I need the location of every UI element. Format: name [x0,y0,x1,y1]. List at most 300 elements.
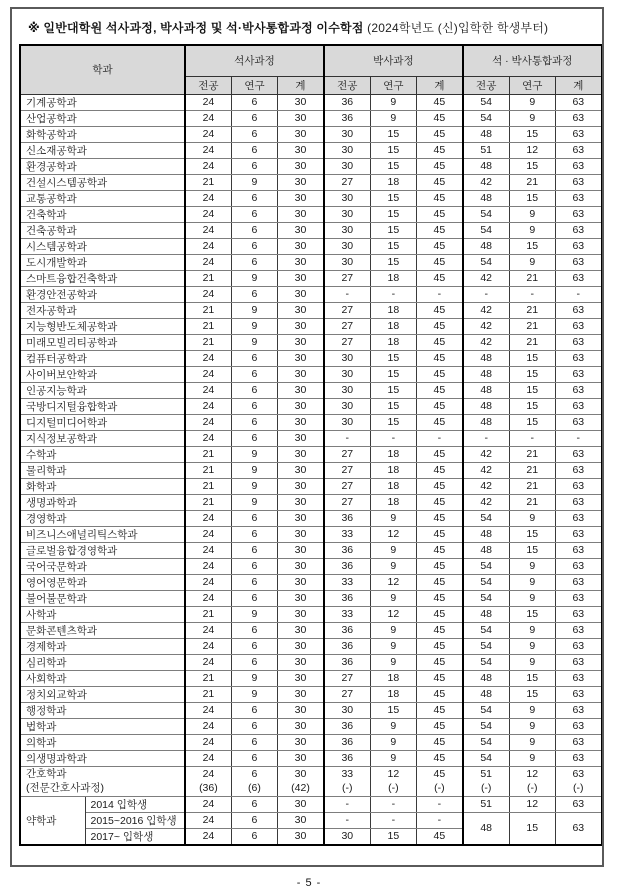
value-cell: 30 [278,812,324,828]
table-row [20,174,602,190]
value-cell: 63 [555,622,601,638]
dept-cell: 디지털미디어학과 [20,414,185,430]
value-cell: 45 [417,94,463,110]
page-number: - 5 - [296,877,322,889]
value-cell: 24 [185,654,231,670]
value-cell: 18 [370,670,416,686]
value-cell: 9 [370,750,416,766]
value-cell: 30 [324,382,370,398]
value-line1: 33 [341,768,354,780]
value-cell: 30 [278,510,324,526]
table-row [20,638,602,654]
value-cell: 63 [555,142,601,158]
value-cell: 45 [417,574,463,590]
value-cell: 42 [463,446,509,462]
value-cell: 15 [509,670,555,686]
value-cell [555,766,601,796]
value-cell: 6 [231,382,277,398]
value-cell: 9 [370,558,416,574]
value-cell: 63 [555,542,601,558]
value-line2: (-) [388,782,399,794]
value-cell: 18 [370,334,416,350]
value-cell: 21 [185,446,231,462]
value-cell: 18 [370,494,416,510]
value-cell: 63 [555,158,601,174]
value-cell: 15 [370,702,416,718]
value-cell: 24 [185,558,231,574]
dept-cell: 시스템공학과 [20,238,185,254]
value-cell: 36 [324,558,370,574]
subheader-cell: 계 [417,76,463,94]
value-cell: 63 [555,126,601,142]
value-cell [417,766,463,796]
value-cell: 15 [370,366,416,382]
value-cell: 27 [324,478,370,494]
value-cell: 6 [231,366,277,382]
table-row [20,158,602,174]
value-cell: 30 [278,590,324,606]
value-cell: 21 [185,606,231,622]
value-cell: 15 [370,828,416,845]
value-cell: 30 [324,350,370,366]
value-line1: 63 [572,768,585,780]
value-cell: 6 [231,812,277,828]
value-line1: 12 [526,768,539,780]
value-cell: 24 [185,158,231,174]
value-cell: 63 [555,590,601,606]
value-cell: 45 [417,734,463,750]
value-cell: 15 [509,542,555,558]
value-cell: 21 [509,334,555,350]
dept-cell: 건축학과 [20,206,185,222]
value-cell: 63 [555,350,601,366]
value-line2: (42) [291,782,310,794]
dept-cell: 물리학과 [20,462,185,478]
value-cell: 63 [555,686,601,702]
value-line2: (-) [342,782,353,794]
value-cell: 45 [417,142,463,158]
value-cell: 30 [278,558,324,574]
value-cell: 24 [185,718,231,734]
value-cell: - [555,286,601,302]
value-cell: 30 [278,654,324,670]
value-cell: 24 [185,574,231,590]
dept-cell: 인공지능학과 [20,382,185,398]
value-cell: 9 [509,110,555,126]
value-cell: 48 [463,526,509,542]
value-cell: 54 [463,750,509,766]
value-cell [370,766,416,796]
group-header-masters: 석사과정 [185,45,324,76]
value-cell: 12 [370,606,416,622]
value-cell: 54 [463,702,509,718]
dept-cell: 지능형반도체공학과 [20,318,185,334]
value-cell: 30 [278,638,324,654]
value-cell: 24 [185,812,231,828]
value-cell: 6 [231,734,277,750]
dept-cell: 컴퓨터공학과 [20,350,185,366]
value-cell: 6 [231,558,277,574]
value-cell: 45 [417,494,463,510]
value-cell: 6 [231,654,277,670]
value-cell: 30 [278,222,324,238]
table-row [20,414,602,430]
value-cell: 30 [278,670,324,686]
subheader-cell: 연구 [231,76,277,94]
value-cell: 9 [231,494,277,510]
value-cell: 27 [324,686,370,702]
value-cell: 9 [231,446,277,462]
value-line1: 51 [480,768,493,780]
value-cell: 63 [555,254,601,270]
value-cell: 30 [278,414,324,430]
value-cell: 24 [185,750,231,766]
value-cell [324,766,370,796]
dept-cell: 스마트융합건축학과 [20,270,185,286]
value-cell: 45 [417,526,463,542]
value-cell: 63 [555,702,601,718]
value-line2: (-) [573,782,584,794]
table-row [20,94,602,110]
value-cell: 63 [555,366,601,382]
dept-cell: 약학과 [20,796,85,845]
value-cell: 24 [185,526,231,542]
value-cell: 54 [463,558,509,574]
value-cell: 30 [324,828,370,845]
table-row [20,254,602,270]
value-cell: 6 [231,796,277,812]
value-cell: 9 [370,638,416,654]
dept-cell: 심리학과 [20,654,185,670]
value-cell: 36 [324,654,370,670]
value-cell: 6 [231,222,277,238]
table-row [20,318,602,334]
value-line1: 12 [387,768,400,780]
value-cell: 63 [555,94,601,110]
dept-cell: 경영학과 [20,510,185,526]
value-cell: 63 [555,734,601,750]
value-line2: (-) [480,782,492,794]
value-cell: 27 [324,318,370,334]
group-header-doctoral: 박사과정 [324,45,463,76]
value-line2: (-) [434,782,445,794]
value-cell: 18 [370,270,416,286]
value-cell: - [463,286,509,302]
value-cell: 24 [185,510,231,526]
value-cell: 6 [231,750,277,766]
value-cell: 45 [417,686,463,702]
value-cell: - [370,796,416,812]
value-cell: 9 [231,462,277,478]
page-frame [10,7,604,867]
value-cell: 6 [231,398,277,414]
value-cell: 54 [463,622,509,638]
dept-cell: 경제학과 [20,638,185,654]
value-cell: 45 [417,270,463,286]
value-cell: 30 [278,286,324,302]
value-cell: 18 [370,462,416,478]
value-cell: 6 [231,622,277,638]
value-cell: 30 [324,702,370,718]
value-cell: 45 [417,622,463,638]
value-cell: 6 [231,828,277,845]
value-cell: 18 [370,318,416,334]
value-cell: 42 [463,334,509,350]
value-cell-merged: 48 [463,812,509,845]
table-row [20,430,602,446]
value-cell: 21 [185,670,231,686]
table-row [20,382,602,398]
table-row [20,606,602,622]
value-cell: 9 [509,222,555,238]
value-cell: 24 [185,254,231,270]
dept-cell: 국어국문학과 [20,558,185,574]
value-cell: 9 [370,542,416,558]
value-cell: 30 [324,206,370,222]
value-cell: 9 [231,686,277,702]
value-cell: 6 [231,350,277,366]
dept-cell: 환경공학과 [20,158,185,174]
subheader-cell: 연구 [370,76,416,94]
value-cell: 45 [417,110,463,126]
value-cell: 9 [370,590,416,606]
value-cell: 48 [463,382,509,398]
value-cell: - [417,286,463,302]
value-cell: 24 [185,430,231,446]
value-cell: 15 [370,238,416,254]
value-cell: 30 [324,158,370,174]
value-cell: 24 [185,350,231,366]
value-cell: 63 [555,478,601,494]
value-cell: 9 [370,622,416,638]
dept-cell: 도시개발학과 [20,254,185,270]
value-cell: 9 [231,174,277,190]
table-row [20,366,602,382]
value-cell: - [324,430,370,446]
value-cell: 45 [417,238,463,254]
dept-line1: 간호학과 [26,768,67,780]
value-cell: 54 [463,222,509,238]
value-cell: 45 [417,606,463,622]
value-line2: (6) [248,782,261,794]
value-cell: - [324,286,370,302]
value-cell: 36 [324,750,370,766]
value-cell: 15 [509,350,555,366]
table-row [20,446,602,462]
value-cell: 54 [463,638,509,654]
table-row [20,206,602,222]
value-cell: 21 [509,318,555,334]
group-header-row [20,45,602,76]
value-cell: 21 [509,446,555,462]
value-cell: 48 [463,686,509,702]
value-cell: 63 [555,446,601,462]
dept-cell: 교통공학과 [20,190,185,206]
value-cell: 24 [185,222,231,238]
value-cell: 30 [324,190,370,206]
value-cell: 30 [278,718,324,734]
value-cell: 21 [509,174,555,190]
value-cell: 63 [555,462,601,478]
value-cell: 24 [185,382,231,398]
value-cell: 27 [324,174,370,190]
value-cell: 18 [370,446,416,462]
value-cell: 63 [555,574,601,590]
value-cell: 27 [324,446,370,462]
cohort-cell: 2015~2016 입학생 [85,812,185,828]
table-row [20,510,602,526]
value-cell: 48 [463,414,509,430]
value-cell: 45 [417,638,463,654]
value-cell: 48 [463,606,509,622]
table-row [20,590,602,606]
table-header [20,45,602,94]
value-cell: 9 [509,94,555,110]
value-cell: 30 [278,702,324,718]
value-cell: - [463,430,509,446]
subheader-cell: 계 [278,76,324,94]
value-cell: 30 [278,446,324,462]
value-cell: 36 [324,110,370,126]
value-cell: 9 [231,334,277,350]
value-cell: 30 [278,254,324,270]
value-line2: (36) [199,782,218,794]
value-cell: 9 [231,302,277,318]
value-cell: 9 [509,622,555,638]
value-cell: 15 [509,158,555,174]
value-cell: - [324,796,370,812]
value-cell: 48 [463,398,509,414]
value-cell: 9 [509,734,555,750]
value-cell: 63 [555,638,601,654]
value-cell: 9 [509,718,555,734]
value-cell: 6 [231,414,277,430]
table-row [20,302,602,318]
value-cell: - [555,430,601,446]
value-cell: 15 [370,414,416,430]
value-cell: 6 [231,238,277,254]
value-cell: 24 [185,110,231,126]
value-cell: 42 [463,494,509,510]
value-cell: 15 [509,398,555,414]
value-cell: 45 [417,446,463,462]
value-cell: 15 [370,190,416,206]
value-cell: 30 [278,574,324,590]
value-cell [185,766,231,796]
value-cell: 30 [278,526,324,542]
dept-cell: 전자공학과 [20,302,185,318]
value-cell: 30 [324,366,370,382]
value-cell: 6 [231,430,277,446]
value-cell: 48 [463,126,509,142]
table-row-pharmacy [20,796,602,812]
value-cell: 30 [278,110,324,126]
value-cell: 30 [278,462,324,478]
value-cell: 30 [278,366,324,382]
value-cell: 6 [231,510,277,526]
value-cell: 15 [370,254,416,270]
table-row [20,350,602,366]
value-cell: 27 [324,302,370,318]
value-line2: (-) [526,782,538,794]
value-cell: 21 [185,174,231,190]
value-cell: 24 [185,542,231,558]
value-cell: 63 [555,670,601,686]
value-cell: 45 [417,158,463,174]
value-cell: 54 [463,654,509,670]
value-cell: 24 [185,622,231,638]
value-cell: 36 [324,638,370,654]
value-cell: 45 [417,334,463,350]
value-cell: 63 [555,382,601,398]
value-cell: 9 [509,558,555,574]
dept-cell: 생명과학과 [20,494,185,510]
value-cell: 30 [278,430,324,446]
subheader-cell: 전공 [185,76,231,94]
value-cell: 15 [509,366,555,382]
table-row [20,222,602,238]
value-cell: 30 [278,796,324,812]
value-cell: 24 [185,206,231,222]
value-cell: 63 [555,718,601,734]
dept-cell: 화학과 [20,478,185,494]
value-cell: 15 [509,238,555,254]
dept-cell: 화학공학과 [20,126,185,142]
value-cell: 36 [324,94,370,110]
table-row [20,718,602,734]
value-cell: 9 [231,478,277,494]
value-cell: 54 [463,718,509,734]
table-row [20,654,602,670]
value-cell: 30 [278,382,324,398]
value-cell: 9 [509,206,555,222]
value-cell: 45 [417,654,463,670]
group-header-combined: 석 · 박사통합과정 [463,45,602,76]
value-cell: 24 [185,190,231,206]
cohort-cell: 2017~ 입학생 [85,828,185,845]
value-cell: 63 [555,110,601,126]
value-cell: 45 [417,318,463,334]
value-cell: - [417,796,463,812]
value-cell: 15 [370,382,416,398]
table-row-pharmacy [20,812,602,828]
value-cell: 6 [231,718,277,734]
table-row [20,670,602,686]
value-cell-merged: 15 [509,812,555,845]
value-cell: 9 [231,270,277,286]
value-cell: 30 [278,750,324,766]
value-cell: 51 [463,142,509,158]
value-cell: 54 [463,94,509,110]
value-cell: 30 [324,238,370,254]
value-cell: 45 [417,382,463,398]
value-cell: 30 [278,334,324,350]
value-cell: 9 [231,670,277,686]
value-cell: 6 [231,110,277,126]
value-cell: 30 [278,206,324,222]
value-line1: 45 [433,768,446,780]
value-cell: 6 [231,142,277,158]
table-row [20,686,602,702]
value-cell: 21 [509,494,555,510]
value-cell: 6 [231,638,277,654]
dept-header-cell: 학과 [20,45,185,94]
table-row [20,286,602,302]
table-row [20,526,602,542]
dept-cell: 정치외교학과 [20,686,185,702]
value-cell: 24 [185,638,231,654]
value-cell: 30 [324,398,370,414]
